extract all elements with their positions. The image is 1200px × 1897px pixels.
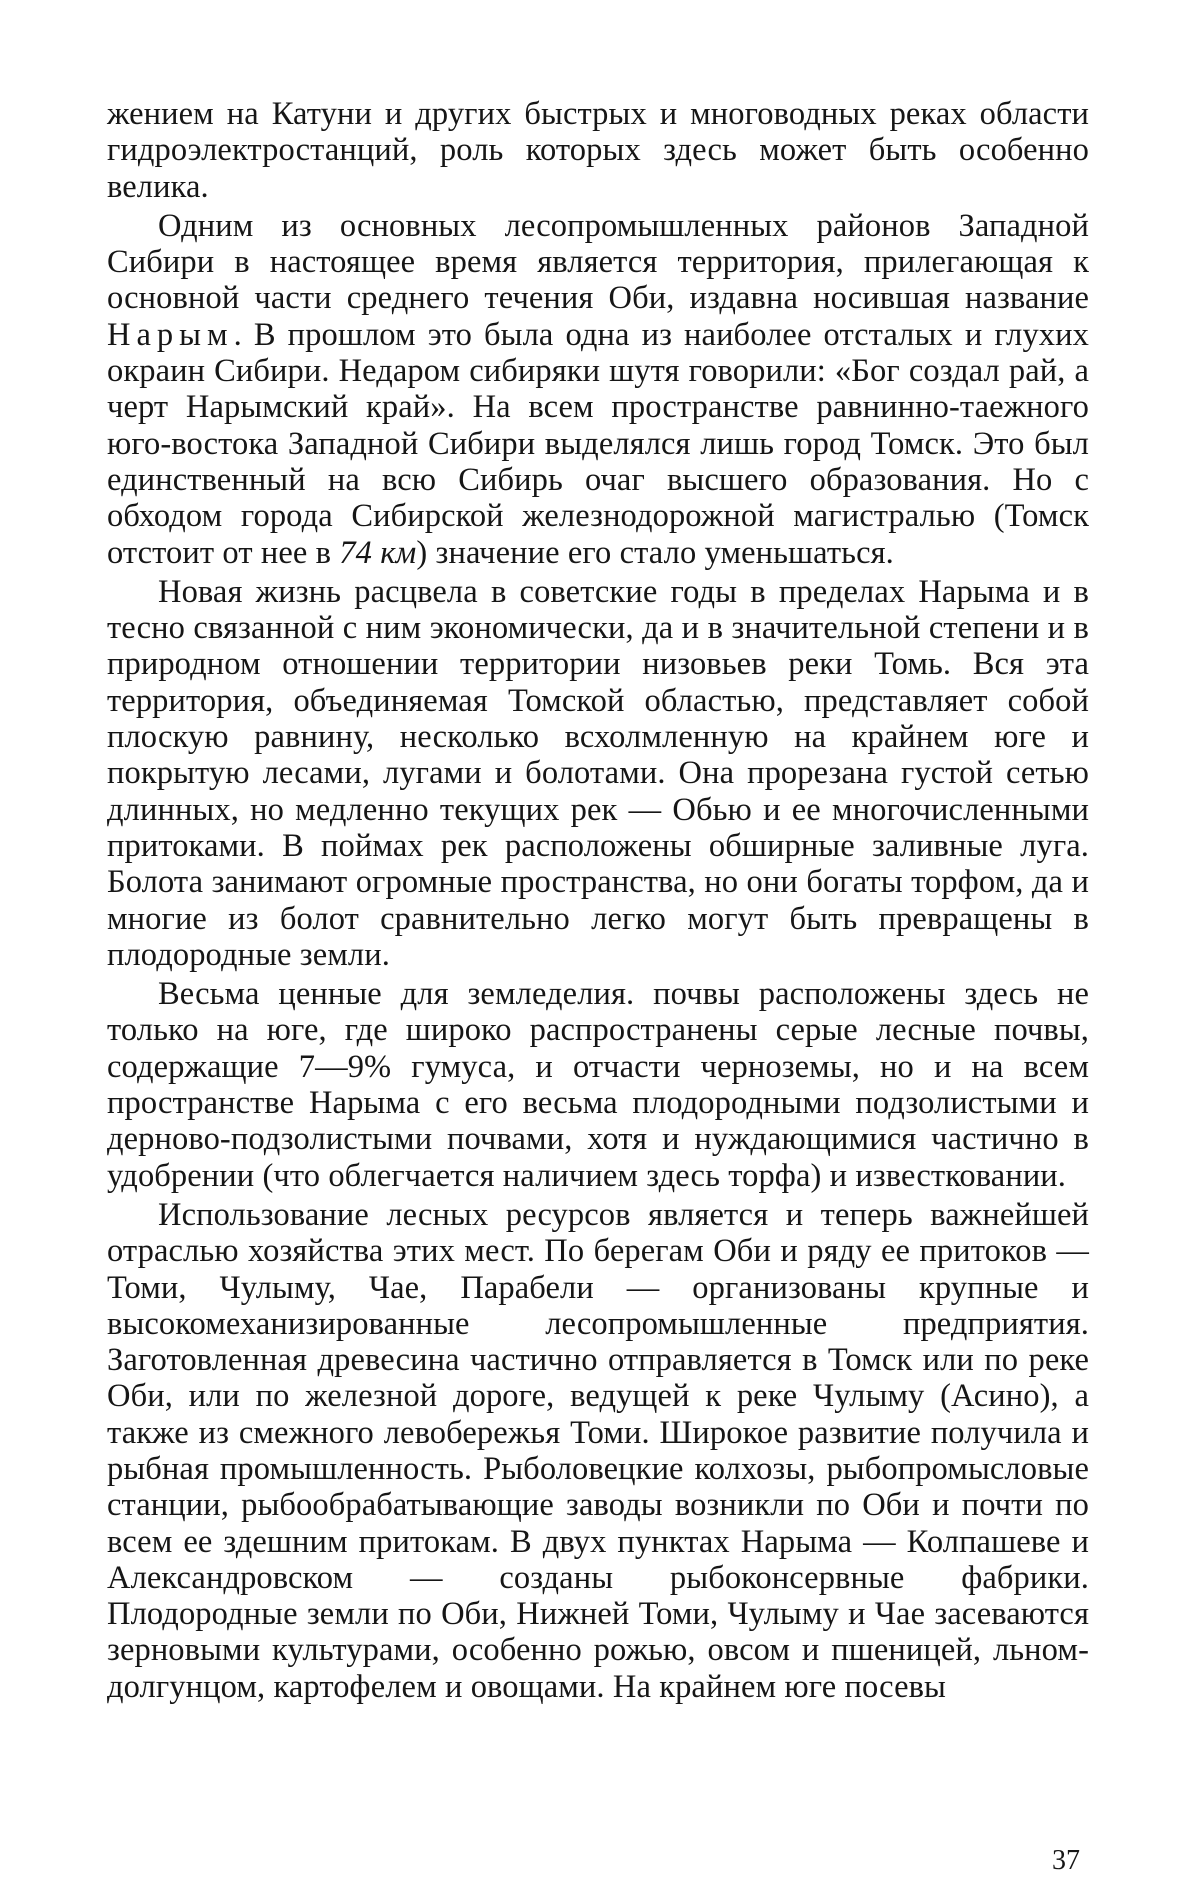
paragraph-text: Весьма ценные для земледелия. почвы расположены здесь не только на юге, где широко распространены серые лесные почвы, содержащие 7—9% гумуса, и отчасти черноземы, но и на всем пространстве Нарыма с его весьма плодородными подзолистыми и дерново-подзолистыми почвами, хотя и нуждающимися частично в удобрении (что облегчается наличием здесь торфа) и известковании. bbox=[107, 976, 1089, 1194]
paragraph bbox=[107, 976, 1089, 1194]
paragraph-text: Одним из основных лесопромышленных районов Западной Сибири в настоящее время является территория, прилегающая к основной части среднего течения Оби, издавна носившая название bbox=[107, 207, 1089, 317]
paragraph-text: Новая жизнь расцвела в советские годы в пределах Нарыма и в тесно связанной с ним экономически, да и в значительной степени и в природном отношении территории низовьев реки Томь. Вся эта территория, объединяемая Томской областью, представляет собой плоскую равнину, несколько всхолмленную на крайнем юге и покрытую лесами, лугами и болотами. Она прорезана густой сетью длинных, но медленно текущих рек — Обью и ее многочисленными притоками. В поймах рек расположены обширные заливные луга. Болота занимают огромные пространства, но они богаты торфом, да и многие из болот сравнительно легко могут быть превращены в плодородные земли. bbox=[107, 573, 1089, 973]
paragraph-text: жением на Катуни и других быстрых и многоводных реках области гидроэлектростанций, роль которых здесь может быть особенно велика. bbox=[107, 96, 1089, 205]
paragraph bbox=[107, 574, 1089, 973]
document-page bbox=[107, 96, 1089, 1705]
paragraph-text: Использование лесных ресурсов является и теперь важнейшей отраслью хозяйства этих мест. По берегам Оби и ряду ее притоков — Томи, Чулыму, Чае, Парабели — организованы крупные и высокомеханизированные лесопромышленные предприятия. Заготовленная древесина частично отправляется в Томск или по реке Оби, или по железной дороге, ведущей к реке Чулыму (Асино), а также из смежного левобережья Томи. Широкое развитие получила и рыбная промышленность. Рыболовецкие колхозы, рыбопромысловые станции, рыбообрабатывающие заводы возникли по Оби и почти по всем ее здешним притокам. В двух пунктах Нарыма — Колпашеве и Александровском — созданы рыбоконсервные фабрики. Плодородные земли по Оби, Нижней Томи, Чулыму и Чае засеваются зерновыми культурами, особенно рожью, овсом и пшеницей, льном-долгунцом, картофелем и овощами. На крайнем юге посевы bbox=[107, 1196, 1089, 1705]
italic-distance: 74 км bbox=[339, 534, 417, 571]
emphasized-place-name: Нарым bbox=[107, 316, 234, 353]
paragraph-text: . В прошлом это была одна из наиболее отсталых и глухих окраин Сибири. Недаром сибиряки шутя говорили: «Бог создал рай, а черт Нарымский край». На всем пространстве равнинно-таежного юго-востока Западной Сибири выделялся лишь город Томск. Это был единственный на всю Сибирь очаг высшего образования. Но с обходом города Сибирской железнодорожной магистралью (Томск отстоит от нее в bbox=[107, 316, 1089, 571]
paragraph bbox=[107, 96, 1089, 205]
paragraph bbox=[107, 1197, 1089, 1705]
paragraph bbox=[107, 208, 1089, 571]
page-number: 37 bbox=[1052, 1845, 1080, 1876]
paragraph-text: ) значение его стало уменьшаться. bbox=[416, 534, 894, 571]
